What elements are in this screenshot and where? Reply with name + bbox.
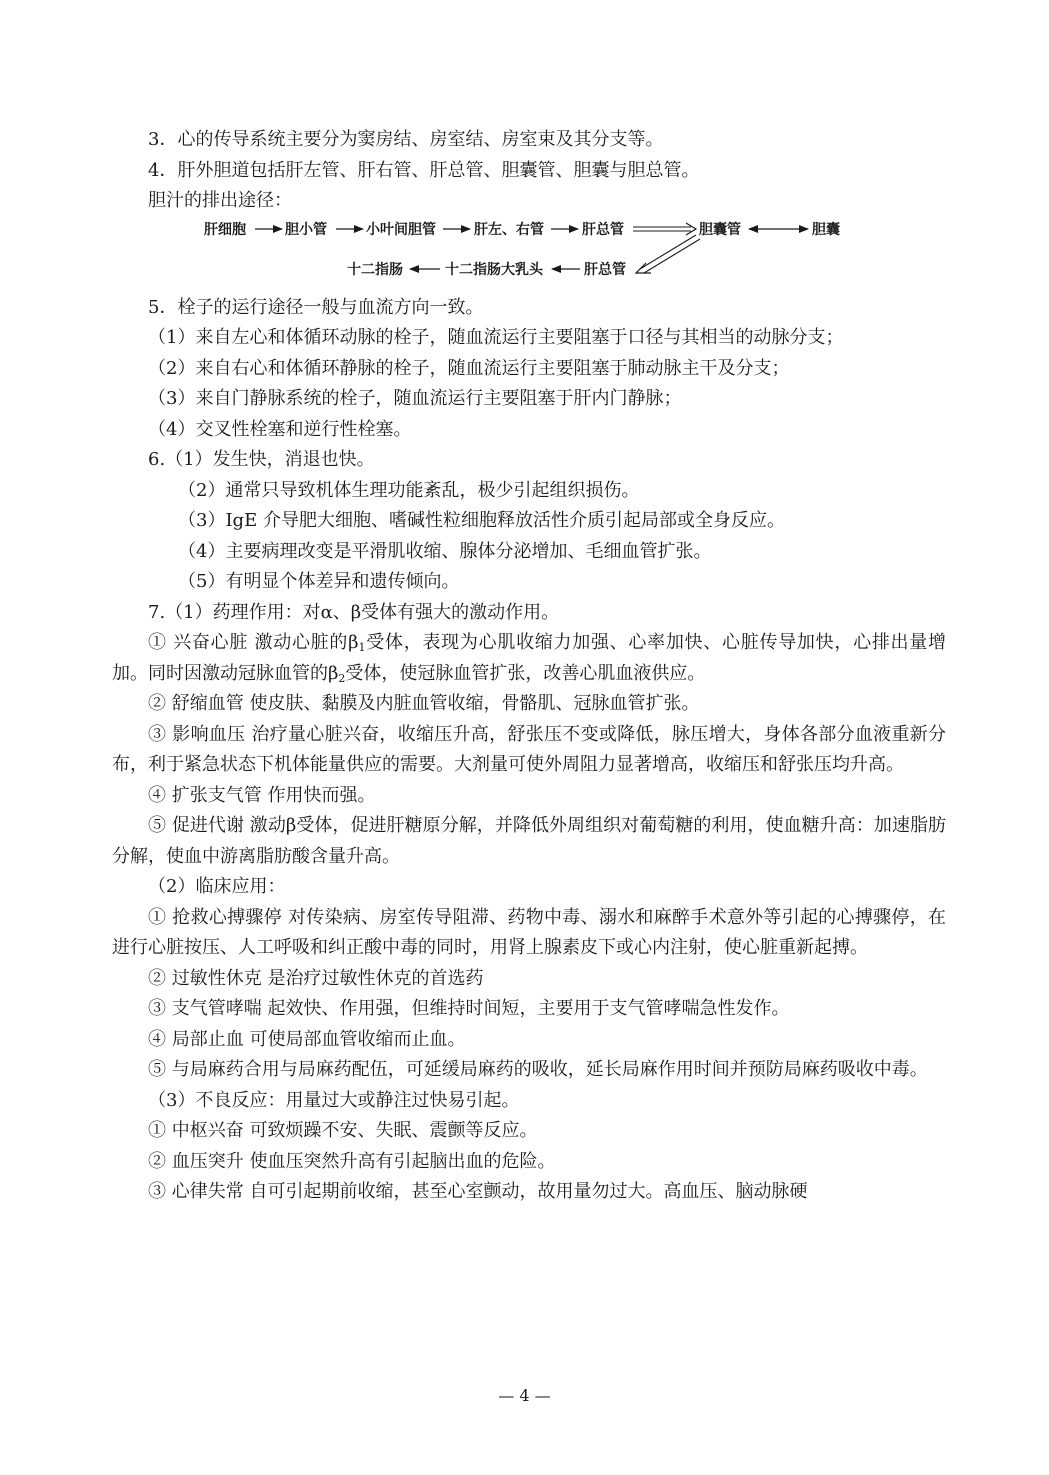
paragraph-embolus-route: 5．栓子的运行途径一般与血流方向一致。 (148, 296, 484, 318)
paragraph-allergy-4: （4）主要病理改变是平滑肌收缩、腺体分泌增加、毛细血管扩张。 (178, 540, 712, 562)
paragraph-allergy-3: （3）IgE 介导肥大细胞、嗜碱性粒细胞释放活性介质引起局部或全身反应。 (178, 510, 785, 531)
flow-node-interlobular-duct: 小叶间胆管 (366, 221, 436, 238)
flow-double-arrowhead (686, 223, 696, 235)
paragraph-asthma: ③ 支气管哮喘 起效快、作用强，但维持时间短，主要用于支气管哮喘急性发作。 (148, 998, 790, 1019)
paragraph-bronchodilation: ④ 扩张支气管 作用快而强。 (148, 784, 376, 806)
paragraph-adverse-heading: （3）不良反应：用量过大或静注过快易引起。 (148, 1089, 520, 1111)
subscript: 2 (338, 671, 346, 685)
paragraph-cns-excitation: ① 中枢兴奋 可致烦躁不安、失眠、震颤等反应。 (148, 1120, 538, 1141)
paragraph-bp-surge: ② 血压突升 使血压突然升高有引起脑出血的危险。 (148, 1150, 556, 1172)
paragraph-bile-ducts: 4．肝外胆道包括肝左管、肝右管、肝总管、胆囊管、胆囊与胆总管。 (148, 159, 700, 181)
paragraph-blood-pressure: ③ 影响血压 治疗量心脏兴奋，收缩压升高，舒张压不变或降低，脉压增大，身体各部分血液重新分布，利于紧急状态下机体能量供应的需要。大剂量可使外周阻力显著增高，收缩压和舒张压均升高。 (112, 723, 946, 775)
page-content (112, 125, 946, 1208)
paragraph-arrhythmia: ③ 心律失常 自可引起期前收缩，甚至心室颤动，故用量勿过大。高血压、脑动脉硬 (148, 1181, 808, 1202)
flow-node-common-hepatic-duct-2: 肝总管 (584, 261, 626, 278)
paragraph-vasomotor: ② 舒缩血管 使皮肤、黏膜及内脏血管收缩，骨骼肌、冠脉血管扩张。 (148, 693, 700, 714)
paragraph-embolus-2: （2）来自右心和体循环静脉的栓子，随血流运行主要阻塞于肺动脉主干及分支； (148, 357, 790, 379)
flow-diagonal-line-1 (640, 235, 696, 269)
text-segment: ① 兴奋心脏 激动心脏的β (148, 632, 359, 653)
paragraph-metabolism: ⑤ 促进代谢 激动β受体，促进肝糖原分解，并降低外周组织对葡萄糖的利用，使血糖升高：加速脂肪分解，使血中游离脂肪酸含量升高。 (112, 815, 946, 867)
subscript: 1 (358, 641, 366, 654)
text-segment: 受体，表现为心肌收缩力加强、心率加快、心脏传导加快，心排出量增加。同时因激动冠脉血管的β (112, 632, 946, 684)
paragraph-allergy-1: 6.（1）发生快，消退也快。 (148, 449, 375, 470)
paragraph-heart-excitation (112, 628, 946, 689)
flow-node-cystic-duct: 胆囊管 (699, 221, 741, 238)
text-segment: 受体，使冠脉血管扩张，改善心肌血液供应。 (345, 662, 706, 684)
flow-node-major-duodenal-papilla: 十二指肠大乳头 (445, 261, 543, 278)
paragraph-pharmacology-heading: 7.（1）药理作用：对α、β受体有强大的激动作用。 (148, 601, 560, 623)
paragraph-local-anesthetic: ⑤ 与局麻药合用与局麻药配伍，可延缓局麻药的吸收，延长局麻作用时间并预防局麻药吸收中毒。 (148, 1059, 928, 1080)
page-number: — 4 — (498, 1386, 551, 1405)
paragraph-anaphylactic-shock: ② 过敏性休克 是治疗过敏性休克的首选药 (148, 967, 484, 989)
paragraph-clinical-heading: （2）临床应用： (148, 876, 286, 897)
flow-node-bile-canaliculus: 胆小管 (285, 221, 327, 238)
flow-diagonal-line-2 (644, 239, 700, 273)
paragraph-cardiac-arrest: ① 抢救心搏骤停 对传染病、房室传导阻滞、药物中毒、溺水和麻醉手术意外等引起的心搏骤停，在进行心脏按压、人工呼吸和纠正酸中毒的同时，用肾上腺素皮下或心内注射，使心脏重新起搏。 (112, 906, 946, 958)
flow-node-common-hepatic-duct: 肝总管 (582, 221, 624, 238)
bile-flow-svg (112, 217, 946, 293)
flow-diagonal-arrowhead (636, 263, 651, 273)
paragraph-allergy-2: （2）通常只导致机体生理功能紊乱，极少引起组织损伤。 (178, 479, 640, 501)
flow-node-hepatocyte: 肝细胞 (204, 221, 246, 238)
flow-node-gallbladder: 胆囊 (812, 221, 840, 238)
paragraph-embolus-4: （4）交叉性栓塞和逆行性栓塞。 (148, 418, 412, 440)
paragraph-conduction-system: 3．心的传导系统主要分为窦房结、房室结、房室束及其分支等。 (148, 129, 664, 150)
flow-node-duodenum: 十二指肠 (347, 261, 403, 278)
flow-node-hepatic-ducts: 肝左、右管 (474, 221, 544, 238)
paragraph-allergy-5: （5）有明显个体差异和遗传倾向。 (178, 571, 460, 592)
paragraph-bile-route-heading: 胆汁的排出途径： (148, 190, 292, 211)
bile-flow-diagram (112, 217, 946, 293)
paragraph-embolus-1: （1）来自左心和体循环动脉的栓子，随血流运行主要阻塞于口径与其相当的动脉分支； (148, 327, 844, 348)
paragraph-hemostasis: ④ 局部止血 可使局部血管收缩而止血。 (148, 1028, 466, 1050)
paragraph-embolus-3: （3）来自门静脉系统的栓子，随血流运行主要阻塞于肝内门静脉； (148, 388, 682, 409)
